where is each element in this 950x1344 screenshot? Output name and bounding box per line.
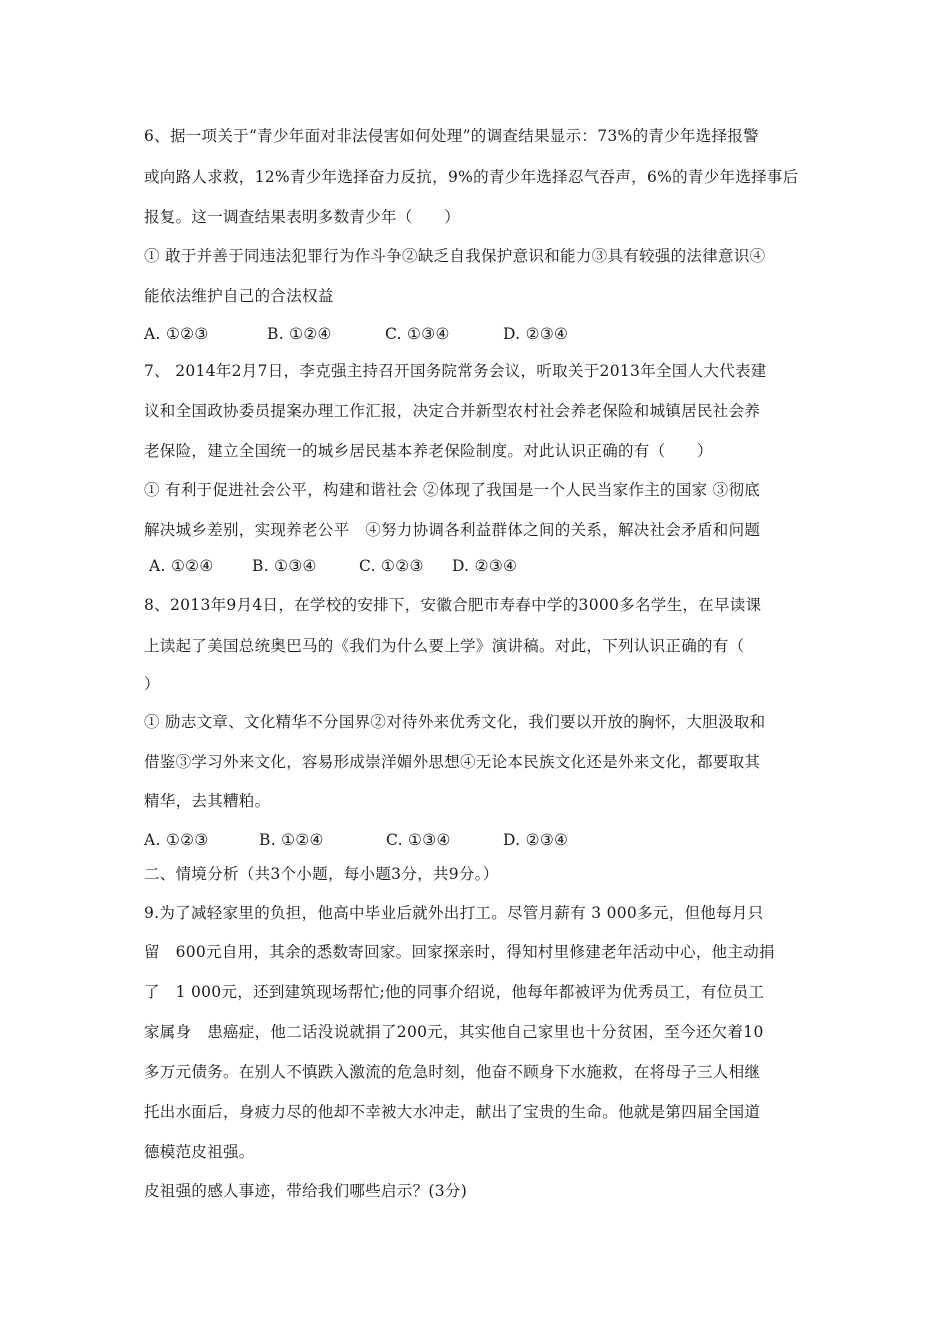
q8-line-1: 8、2013年9月4日，在学校的安排下，安徽合肥市寿春中学的3000多名学生，在早读课 — [144, 596, 762, 614]
q6-line-1: 6、据一项关于“青少年面对非法侵害如何处理”的调查结果显示：73%的青少年选择报警 — [144, 127, 759, 145]
section-2-heading: 二、情境分析（共3个小题，每小题3分，共9分。） — [144, 865, 499, 883]
q6-option-d: D. ②③④ — [503, 325, 569, 343]
q9-line-4: 家属身 患癌症，他二话没说就捐了200元，其实他自己家里也十分贫困，至今还欠着10 — [144, 1023, 764, 1041]
q7-options — [149, 556, 517, 576]
q9-line-2: 留 600元自用，其余的悉数寄回家。回家探亲时，得知村里修建老年活动中心，他主动捐 — [144, 943, 775, 961]
q9-line-6: 托出水面后，身疲力尽的他却不幸被大水冲走，献出了宝贵的生命。他就是第四届全国道 — [144, 1103, 761, 1121]
q7-line-2: 议和全国政协委员提案办理工作汇报，决定合并新型农村社会养老保险和城镇居民社会养 — [144, 402, 761, 420]
q8-line-4: ① 励志文章、文化精华不分国界②对待外来优秀文化，我们要以开放的胸怀，大胆汲取和 — [144, 713, 766, 731]
q6-line-5: 能依法维护自己的合法权益 — [144, 287, 334, 305]
q7-line-5: 解决城乡差别，实现养老公平 ④努力协调各利益群体之间的关系，解决社会矛盾和问题 — [144, 521, 761, 539]
q6-line-2: 或向路人求救，12%青少年选择奋力反抗，9%的青少年选择忍气吞声，6%的青少年选择事后 — [144, 168, 799, 186]
q9-line-3: 了 1 000元，还到建筑现场帮忙;他的同事介绍说，他每年都被评为优秀员工，有位员工 — [144, 983, 765, 1001]
q6-options — [144, 324, 568, 344]
q9-line-7: 德模范皮祖强。 — [144, 1143, 255, 1161]
q7-option-b: B. ①③④ — [252, 557, 317, 575]
q8-options — [144, 830, 568, 850]
q8-option-a: A. ①②③ — [144, 831, 209, 849]
q9-question: 皮祖强的感人事迹，带给我们哪些启示？(3分) — [144, 1182, 468, 1200]
q8-option-c: C. ①③④ — [386, 831, 451, 849]
q7-line-3: 老保险，建立全国统一的城乡居民基本养老保险制度。对此认识正确的有（ ） — [144, 442, 713, 460]
q8-line-3: ） — [144, 675, 160, 693]
q6-line-3: 报复。这一调查结果表明多数青少年（ ） — [144, 208, 461, 226]
q9-line-1: 9.为了减轻家里的负担，他高中毕业后就外出打工。尽管月薪有 3 000多元，但他每月只 — [144, 904, 764, 922]
q9-line-5: 多万元债务。在别人不慎跌入激流的危急时刻，他奋不顾身下水施救，在将母子三人相继 — [144, 1063, 761, 1081]
q6-line-4: ① 敢于并善于同违法犯罪行为作斗争②缺乏自我保护意识和能力③具有较强的法律意识④ — [144, 247, 766, 265]
q6-option-c: C. ①③④ — [385, 325, 450, 343]
q8-option-b: B. ①②④ — [259, 831, 324, 849]
q7-line-4: ① 有利于促进社会公平，构建和谐社会 ②体现了我国是一个人民当家作主的国家 ③彻底 — [144, 481, 761, 499]
q7-line-1: 7、 2014年2月7日，李克强主持召开国务院常务会议，听取关于2013年全国人大代表建 — [144, 362, 767, 380]
q8-line-2: 上读起了美国总统奥巴马的《我们为什么要上学》演讲稿。对此，下列认识正确的有（ — [144, 637, 745, 655]
q6-option-b: B. ①②④ — [267, 325, 332, 343]
q7-option-a: A. ①②④ — [149, 557, 214, 575]
q8-line-5: 借鉴③学习外来文化，容易形成崇洋媚外思想④无论本民族文化还是外来文化，都要取其 — [144, 753, 761, 771]
q8-line-6: 精华，去其糟粕。 — [144, 792, 271, 810]
q7-option-d: D. ②③④ — [452, 557, 518, 575]
q8-option-d: D. ②③④ — [503, 831, 569, 849]
q6-option-a: A. ①②③ — [144, 325, 209, 343]
q7-option-c: C. ①②③ — [359, 557, 424, 575]
